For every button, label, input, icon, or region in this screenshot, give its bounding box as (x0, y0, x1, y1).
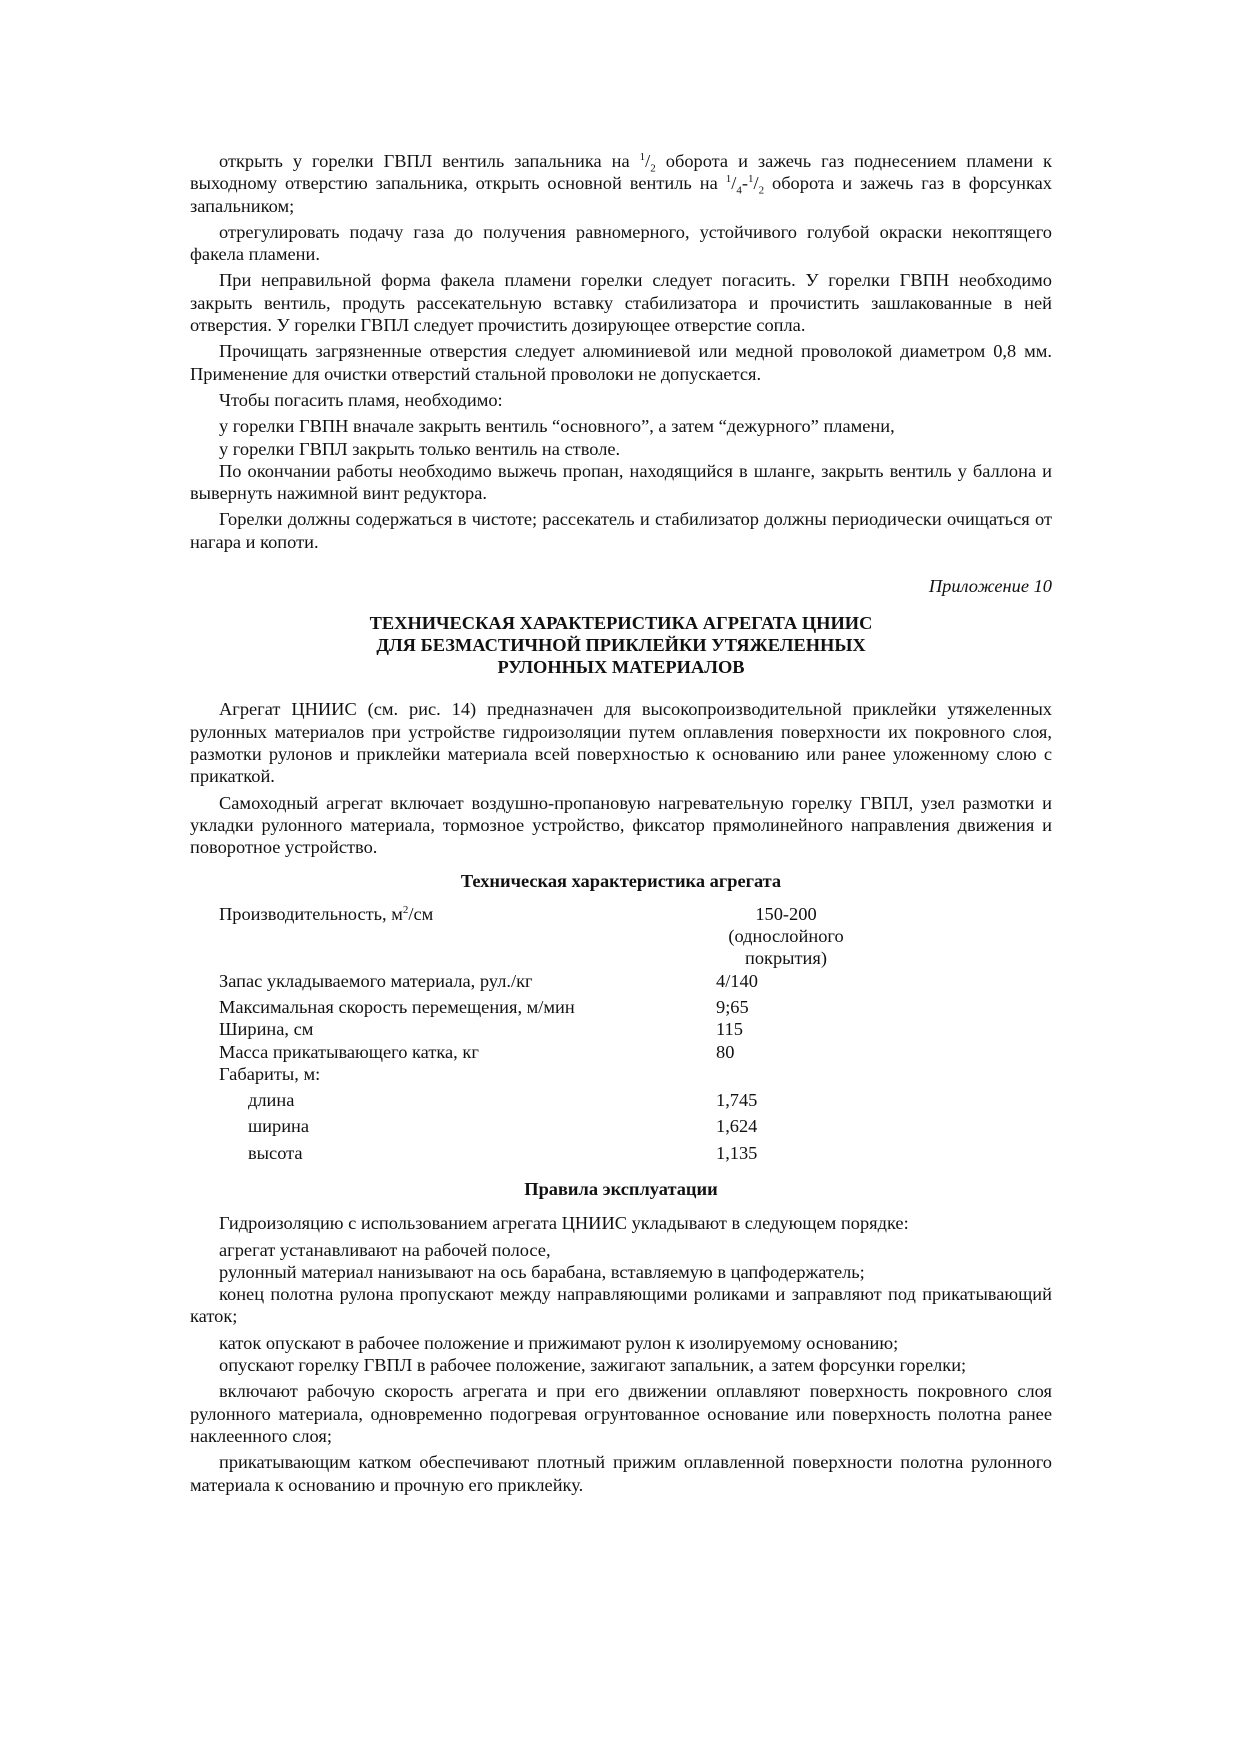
paragraph-extinguish: Чтобы погасить пламя, необходимо: (219, 389, 503, 410)
specs-row-dimension (190, 1085, 1052, 1111)
spec-value: 80 (716, 1041, 735, 1062)
paragraph-adjust-gas: отрегулировать подачу газа до получения равномерного, устойчивого голубой окраски некоптящего факела пламени. (190, 221, 1052, 265)
spec-value: 4/140 (716, 970, 758, 991)
paragraph-rule: каток опускают в рабочее положение и прижимают рулон к изолируемому основанию; (219, 1332, 899, 1353)
specs-row (190, 1041, 1052, 1063)
appendix-label: Приложение 10 (928, 576, 1052, 597)
spec-label: Габариты, м: (219, 1063, 321, 1084)
spec-value: 1,135 (716, 1142, 758, 1163)
paragraph-wrong-flame: При неправильной форма факела пламени горелки следует погасить. У горелки ГВПН необходимо закрыть вентиль, продуть рассекательную вставку стабилизатора и прочистить зашлакованные в ней отверстия. У горелки ГВПЛ следует прочистить дозирующее отверстие сопла. (190, 270, 1052, 336)
spec-value: 1,624 (716, 1116, 758, 1137)
spec-label: Запас укладываемого материала, рул./кг (219, 970, 533, 991)
title-line: ТЕХНИЧЕСКАЯ ХАРАКТЕРИСТИКА АГРЕГАТА ЦНИИС (369, 613, 873, 634)
specs-row-dimension (190, 1111, 1052, 1137)
paragraph-rules-intro: Гидроизоляцию с использованием агрегата ЦНИИС укладывают в следующем порядке: (219, 1213, 909, 1234)
paragraph-rule: опускают горелку ГВПЛ в рабочее положение, зажигают запальник, а затем форсунки горелки; (219, 1355, 967, 1376)
spec-label: ширина (248, 1116, 310, 1137)
section-title (190, 612, 1052, 678)
spec-label: Ширина, см (219, 1019, 314, 1040)
spec-label: высота (248, 1142, 303, 1163)
paragraph-clean-burners: Горелки должны содержаться в чистоте; рассекатель и стабилизатор должны периодически очищаться от нагара и копоти. (190, 509, 1052, 552)
paragraph-after-work: По окончании работы необходимо выжечь пропан, находящийся в шланге, закрыть вентиль у баллона и вывернуть нажимной винт редуктора. (190, 460, 1052, 504)
spec-label: длина (248, 1090, 295, 1111)
specs-row-dimensions (190, 1063, 1052, 1085)
title-line: ДЛЯ БЕЗМАСТИЧНОЙ ПРИКЛЕЙКИ УТЯЖЕЛЕННЫХ (376, 635, 866, 656)
paragraph-rule: конец полотна рулона пропускают между направляющими роликами и заправляют под прикатывающий каток; (190, 1284, 1052, 1327)
document-body (190, 150, 1052, 1496)
specs-table (190, 903, 1052, 1164)
specs-row (190, 992, 1052, 1018)
paragraph-rule: агрегат устанавливают на рабочей полосе, (219, 1239, 551, 1260)
paragraph-ignite-pilot: открыть у горелки ГВПЛ вентиль запальника на $^1/_2$ оборота и зажечь газ поднесением пламени к выходному отверстию запальника, открыть основной вентиль на $^1/_4-^1/_2$ оборота и зажечь газ в форсунках запальником; (190, 150, 1052, 216)
spec-value: 150-200 (однослойного покрытия) (728, 903, 844, 969)
paragraph-gvpl-valve: у горелки ГВПЛ закрыть только вентиль на стволе. (219, 438, 621, 459)
spec-value: 1,745 (716, 1090, 758, 1111)
spec-label: Масса прикатывающего катка, кг (219, 1041, 479, 1062)
spec-value: 9;65 (716, 996, 749, 1017)
paragraph-rule: включают рабочую скорость агрегата и при его движении оплавляют поверхность покровного слоя рулонного материала, одновременно подогревая огрунтованное основание или поверхность полотна ранее наклеенного слоя; (190, 1381, 1052, 1446)
paragraph-gvpn-valves: у горелки ГВПН вначале закрыть вентиль “основного”, а затем “дежурного” пламени, (219, 416, 895, 437)
spec-label: Производительность, $м^2/см$ (219, 903, 434, 924)
paragraph-unit-purpose: Агрегат ЦНИИС (см. рис. 14) предназначен для высокопроизводительной приклейки утяжеленных рулонных материалов при устройстве гидроизоляции путем оплавления поверхности их покровного слоя, размотки рулонов и приклейки материала всей поверхностью к основанию или ранее уложенному слою с прикаткой. (190, 699, 1052, 787)
spec-label: Максимальная скорость перемещения, м/мин (219, 996, 575, 1017)
specs-heading: Техническая характеристика агрегата (460, 871, 782, 892)
title-line: РУЛОННЫХ МАТЕРИАЛОВ (497, 657, 745, 678)
specs-row (190, 1018, 1052, 1040)
specs-row-dimension (190, 1138, 1052, 1164)
paragraph-unit-composition: Самоходный агрегат включает воздушно-пропановую нагревательную горелку ГВПЛ, узел размотки и укладки рулонного материала, тормозное устройство, фиксатор прямолинейного направления движения и поворотное устройство. (190, 792, 1052, 858)
spec-value: 115 (716, 1019, 743, 1040)
specs-row-productivity (190, 903, 1052, 970)
paragraph-rule: прикатывающим катком обеспечивают плотный прижим оплавленной поверхности полотна рулонного материала к основанию и прочную его приклейку. (190, 1452, 1052, 1495)
rules-heading: Правила эксплуатации (524, 1178, 718, 1199)
paragraph-rule: рулонный материал нанизывают на ось барабана, вставляемую в цапфодержатель; (219, 1261, 865, 1282)
paragraph-cleaning: Прочищать загрязненные отверстия следует алюминиевой или медной проволокой диаметром 0,8 мм. Применение для очистки отверстий стальной проволоки не допускается. (190, 341, 1052, 384)
specs-row (190, 970, 1052, 992)
